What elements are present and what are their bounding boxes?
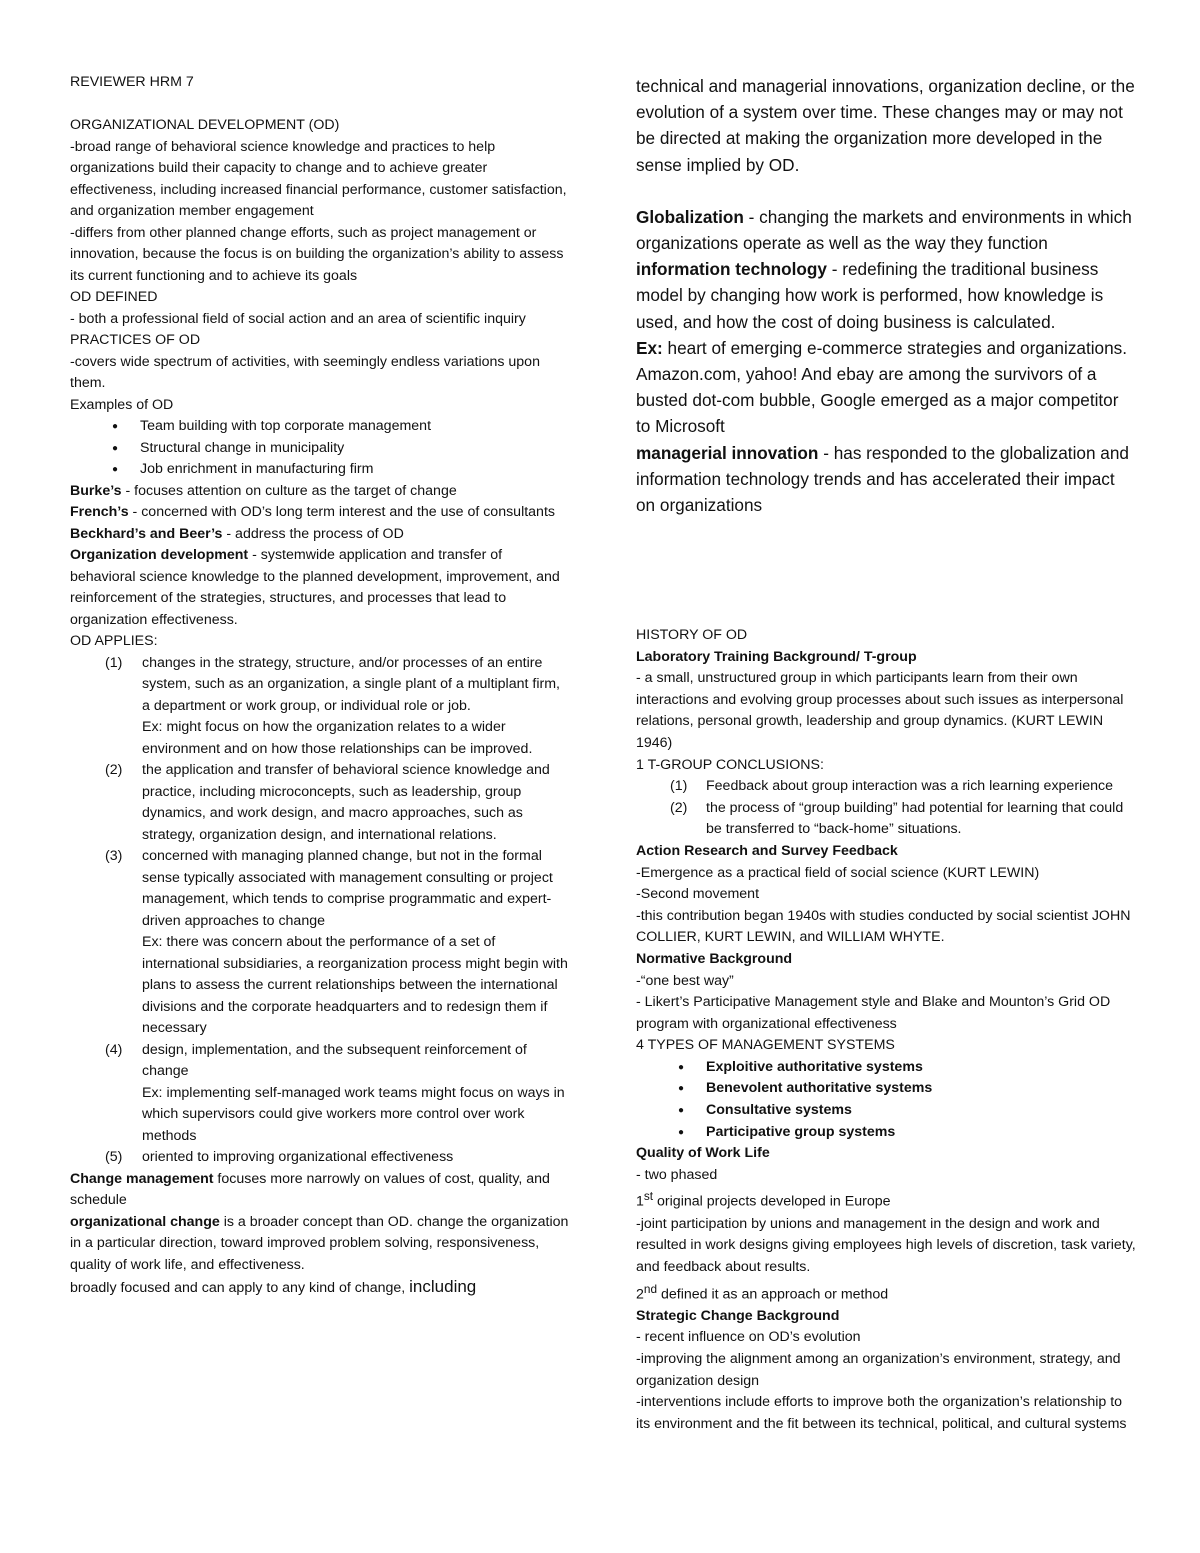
tgroup-list — [636, 776, 1136, 841]
list-example: Ex: there was concern about the performance of a set of international subsidiaries, a reorganization process might begin with plans to assess the current relationships between the international divisions and the corporate headquarters and to redesign them if necessary — [142, 934, 568, 1036]
normative-line-2: - Likert’s Participative Management style and Blake and Mounton’s Grid OD program with organizational effectiveness — [636, 994, 1111, 1032]
strategic-line-1: - recent influence on OD’s evolution — [636, 1329, 861, 1346]
action-research-line-3: -this contribution began 1940s with studies conducted by social scientist JOHN COLLIER, KURT LEWIN, and WILLIAM WHYTE. — [636, 907, 1131, 946]
list-text: design, implementation, and the subsequent reinforcement of change — [142, 1041, 527, 1079]
example-paragraph — [636, 335, 1136, 440]
list-example: Ex: might focus on how the organization relates to a wider environment and on how those relationships can be improved. — [142, 719, 533, 757]
strategic-change-heading — [636, 1306, 1136, 1328]
change-management-definition — [70, 1169, 570, 1212]
action-research-line-1: -Emergence as a practical field of social science (KURT LEWIN) — [636, 864, 1040, 881]
list-number: (5) — [105, 1149, 123, 1165]
list-item — [636, 1057, 1136, 1079]
list-number: (3) — [105, 848, 123, 864]
list-item — [70, 1040, 570, 1148]
managerial-innovation-text: - has responded to the globalization and information technology trends and has accelerated their impact on organizations — [636, 442, 1129, 516]
list-item — [636, 776, 1136, 798]
qwl-line-3: -joint participation by unions and management in the design and work and resulted in work designs giving employees high levels of discretion, task variety, and feedback about results. — [636, 1215, 1136, 1275]
list-item — [70, 846, 570, 1040]
qwl-ordinal-suffix: st — [643, 1189, 654, 1204]
qwl-line-1: - two phased — [636, 1166, 718, 1183]
orgdev-text: - systemwide application and transfer of behavioral science knowledge to the planned development, improvement, and reinforcement of the strategies, structures, and processes that lead to organization effectiveness. — [70, 547, 560, 628]
od-paragraph-2: -differs from other planned change efforts, such as project management or innovation, because the focus is on building the organization’s ability to assess its current functioning and to achieve its goals — [70, 224, 564, 284]
tgroup-heading: 1 T-GROUP CONCLUSIONS: — [636, 756, 824, 773]
orgdev-term: Organization development — [70, 547, 249, 563]
list-text: concerned with managing planned change, but not in the formal sense typically associated with management consulting or project management, which tends to comprise programmatic and expert-driven approaches to change — [142, 848, 553, 929]
right-column-top — [636, 73, 1136, 518]
list-text: oriented to improving organizational effectiveness — [142, 1149, 454, 1165]
list-item — [70, 653, 570, 761]
list-item: ● Job enrichment in manufacturing firm — [70, 459, 570, 481]
beckhard-text: - address the process of OD — [222, 525, 404, 542]
globalization-definition — [636, 204, 1136, 256]
list-item-text: Exploitive authoritative systems — [706, 1058, 923, 1075]
list-example: Ex: implementing self-managed work teams might focus on ways in which supervisors could give workers more control over work methods — [142, 1084, 565, 1144]
list-number: (2) — [670, 799, 688, 816]
practices-heading: PRACTICES OF OD — [70, 332, 201, 348]
beckhard-term: Beckhard’s and Beer’s — [70, 525, 223, 542]
qwl-line-2 — [636, 1186, 1136, 1213]
od-heading: ORGANIZATIONAL DEVELOPMENT (OD) — [70, 117, 340, 133]
information-technology-term: information technology — [636, 259, 827, 280]
list-number: (1) — [105, 654, 123, 671]
action-research-heading — [636, 841, 1136, 863]
french-term: French’s — [70, 504, 129, 520]
organizational-change-text: is a broader concept than OD. change the organization in a particular direction, toward improved problem solving, responsiveness, quality of work life, and effectiveness. — [70, 1213, 569, 1273]
action-research-heading-text: Action Research and Survey Feedback — [636, 842, 898, 859]
list-item — [636, 1122, 1136, 1144]
qwl-line-4 — [636, 1279, 1136, 1306]
lab-training-heading-text: Laboratory Training Background/ T-group — [636, 648, 917, 665]
globalization-text: - changing the markets and environments in which organizations operate as well as the way they function — [636, 206, 1132, 254]
list-item — [636, 798, 1136, 841]
organizational-change-definition — [70, 1212, 570, 1277]
applies-heading: OD APPLIES: — [70, 633, 158, 649]
strategic-change-heading-text: Strategic Change Background — [636, 1307, 840, 1324]
list-item — [636, 1078, 1136, 1100]
broadly-focused-text: broadly focused and can apply to any kind of change, — [70, 1280, 410, 1296]
example-term: Ex: — [636, 337, 663, 358]
qwl-ordinal-number: 1 — [636, 1194, 644, 1211]
example-text: heart of emerging e-commerce strategies and organizations. Amazon.com, yahoo! And ebay are among the survivors of a busted dot-com bubble, Google emerged as a major competitor to Microsoft — [636, 337, 1128, 437]
list-item-text: Participative group systems — [706, 1123, 896, 1140]
qwl-ordinal-number: 2 — [636, 1286, 644, 1303]
information-technology-text: - redefining the traditional business model by changing how work is performed, how knowledge is used, and how the cost of doing business is calculated. — [636, 259, 1104, 332]
right-column-bottom — [636, 625, 1136, 1435]
list-item: ● Structural change in municipality — [70, 438, 570, 460]
list-text: the process of “group building” had potential for learning that could be transferred to “back-home” situations. — [706, 799, 1124, 838]
organizational-change-term: organizational change — [70, 1213, 220, 1230]
continuation-paragraph: technical and managerial innovations, organization decline, or the evolution of a system over time. These changes may or may not be directed at making the organization more developed in the sense implied by OD. — [636, 76, 1135, 175]
list-text: Feedback about group interaction was a rich learning experience — [706, 778, 1113, 795]
list-number: (4) — [105, 1041, 123, 1058]
management-systems-heading: 4 TYPES OF MANAGEMENT SYSTEMS — [636, 1037, 895, 1054]
left-column — [70, 72, 570, 1300]
action-research-line-2: -Second movement — [636, 886, 760, 903]
lab-training-heading — [636, 647, 1136, 669]
normative-heading — [636, 949, 1136, 971]
list-item — [636, 1100, 1136, 1122]
od-defined-text: - both a professional field of social action and an area of scientific inquiry — [70, 310, 526, 327]
normative-heading-text: Normative Background — [636, 950, 793, 967]
broadly-focused-line — [70, 1276, 570, 1300]
list-item — [70, 760, 570, 846]
qwl-heading-text: Quality of Work Life — [636, 1145, 770, 1162]
applies-list — [70, 653, 570, 1169]
burke-term: Burke’s — [70, 482, 122, 499]
qwl-line-2-text: original projects developed in Europe — [653, 1194, 891, 1211]
beckhard-definition — [70, 524, 570, 546]
list-text: the application and transfer of behavioral science knowledge and practice, including microconcepts, such as leadership, group dynamics, and work design, and macro approaches, such as strategy, organization design, and international relations. — [142, 762, 550, 843]
change-management-term: Change management — [70, 1170, 214, 1187]
list-text: changes in the strategy, structure, and/or processes of an entire system, such as an organization, a single plant of a multiplant firm, a department or work group, or individual role or job. — [142, 654, 560, 714]
examples-list — [70, 416, 570, 481]
change-management-text: focuses more narrowly on values of cost, quality, and schedule — [70, 1170, 550, 1208]
list-item-text: Benevolent authoritative systems — [706, 1080, 933, 1097]
information-technology-definition — [636, 256, 1136, 335]
list-item-text: Consultative systems — [706, 1102, 852, 1119]
strategic-line-3: -interventions include efforts to improve both the organization’s relationship to its environment and the fit between its technical, political, and cultural systems — [636, 1394, 1127, 1432]
including-word: including — [409, 1277, 477, 1296]
list-number: (1) — [670, 778, 688, 795]
managerial-innovation-definition — [636, 440, 1136, 519]
burke-definition — [70, 481, 570, 503]
management-systems-list — [636, 1057, 1136, 1143]
od-paragraph-1: -broad range of behavioral science knowledge and practices to help organizations build their capacity to change and to achieve greater effectiveness, including increased financial performance, customer satisfaction, and organization member engagement — [70, 138, 567, 219]
qwl-heading — [636, 1143, 1136, 1165]
practices-text: -covers wide spectrum of activities, with seemingly endless variations upon them. — [70, 353, 540, 391]
examples-heading: Examples of OD — [70, 396, 174, 413]
managerial-innovation-term: managerial innovation — [636, 442, 819, 463]
list-item: ● Team building with top corporate management — [70, 416, 570, 438]
french-definition — [70, 502, 570, 524]
normative-line-1: -“one best way” — [636, 972, 734, 989]
globalization-term: Globalization — [636, 206, 744, 227]
lab-training-text: - a small, unstructured group in which participants learn from their own interactions and evolving group processes about such issues as interpersonal relations, personal growth, leadership and group dynamics. (KURT LEWIN 1946) — [636, 670, 1124, 751]
list-number: (2) — [105, 762, 123, 778]
document-title: REVIEWER HRM 7 — [70, 74, 194, 90]
od-defined-heading: OD DEFINED — [70, 289, 158, 305]
burke-text: - focuses attention on culture as the target of change — [121, 482, 457, 499]
list-item — [70, 1147, 570, 1169]
strategic-line-2: -improving the alignment among an organization’s environment, strategy, and organization design — [636, 1351, 1121, 1389]
french-text: - concerned with OD’s long term interest and the use of consultants — [128, 504, 555, 520]
qwl-ordinal-suffix: nd — [643, 1281, 658, 1296]
orgdev-definition — [70, 545, 570, 631]
qwl-line-4-text: defined it as an approach or method — [657, 1286, 889, 1303]
history-heading: HISTORY OF OD — [636, 627, 748, 643]
